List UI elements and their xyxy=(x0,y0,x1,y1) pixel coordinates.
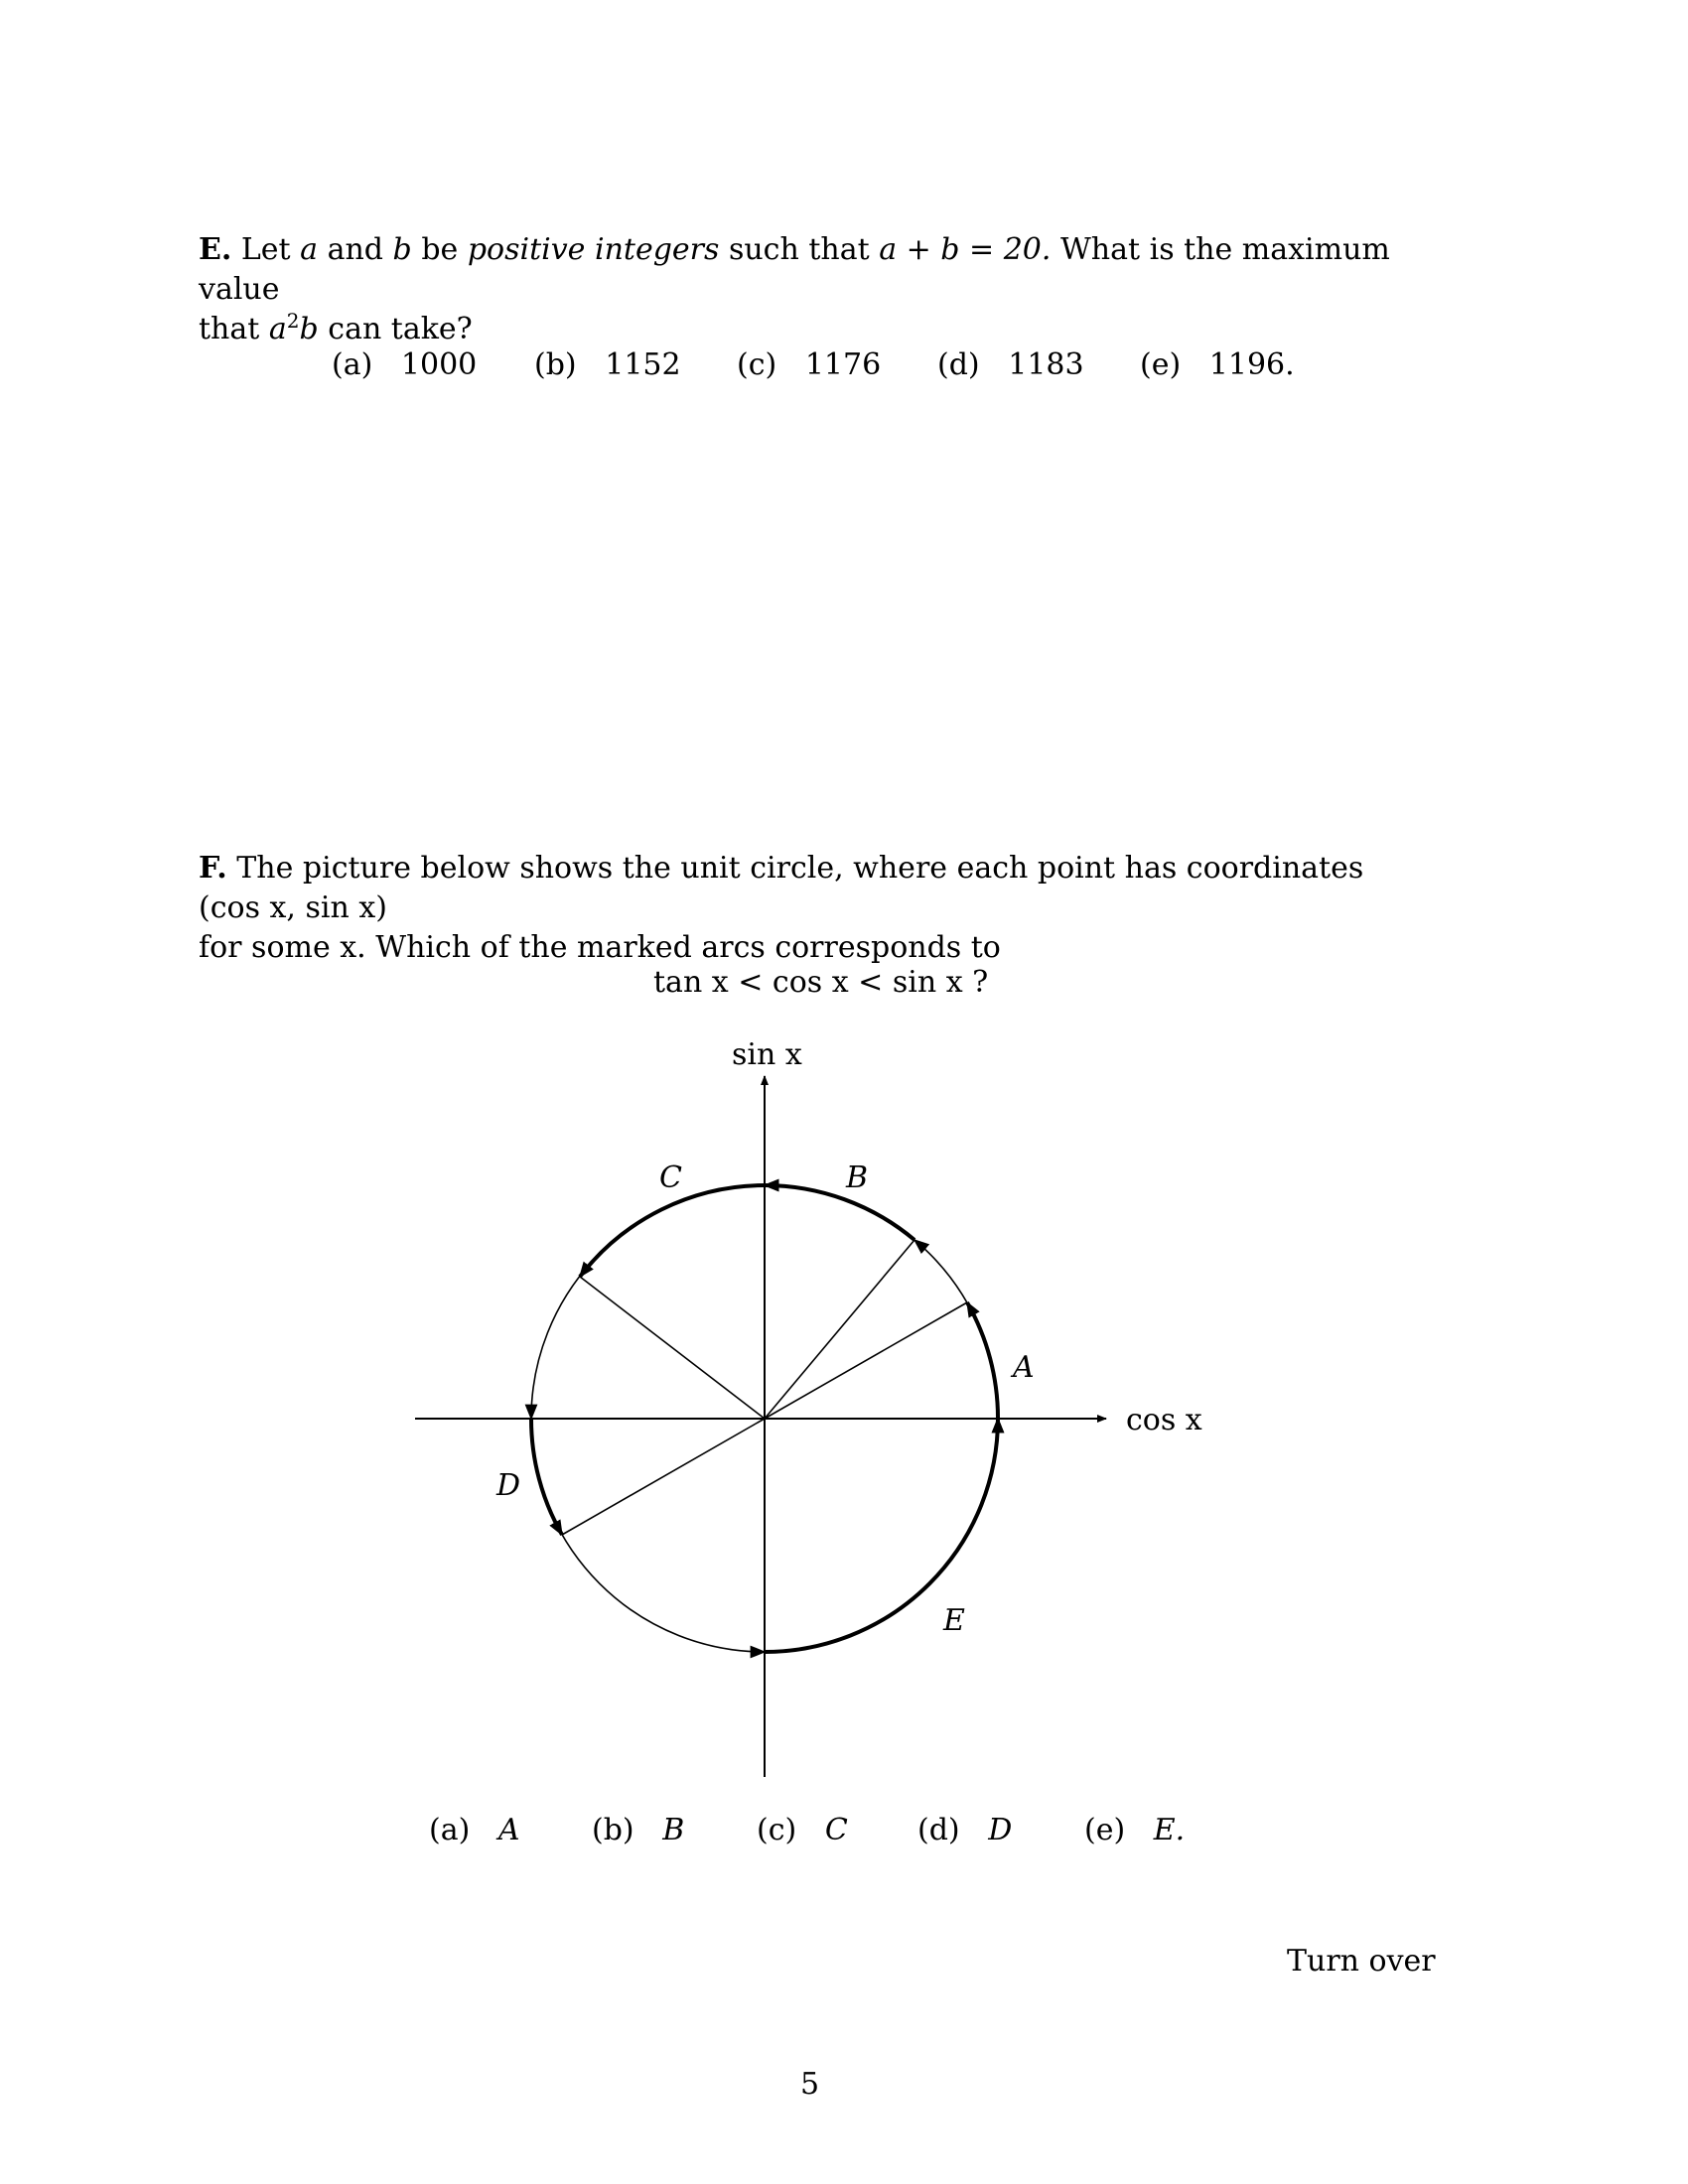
option-letter: (d) xyxy=(937,347,980,382)
text-segment: Let xyxy=(240,232,291,267)
option-f-a xyxy=(429,1813,520,1847)
option-value: 1000 xyxy=(400,347,478,382)
question-f-line-1: The picture below shows the unit circle, where each point has coordinates (cos x, sin x) xyxy=(199,851,1364,925)
text-segment: that xyxy=(199,312,260,346)
option-letter: (e) xyxy=(1084,1813,1126,1847)
option-value: 1183 xyxy=(1008,347,1084,382)
option-value: 1196. xyxy=(1208,347,1295,382)
arc-d xyxy=(531,1419,562,1535)
arc-b xyxy=(765,1185,914,1240)
text-segment: be xyxy=(421,232,459,267)
option-letter: (a) xyxy=(332,347,373,382)
option-letter: (c) xyxy=(757,1813,797,1847)
arc-a xyxy=(967,1302,998,1419)
question-f-line-2: for some x. Which of the marked arcs corresponds to xyxy=(199,930,1001,965)
option-letter: (b) xyxy=(592,1813,634,1847)
option-letter: (e) xyxy=(1140,347,1182,382)
text-segment: can take? xyxy=(328,312,473,346)
expression-exponent: 2 xyxy=(286,309,300,333)
option-value: E. xyxy=(1153,1813,1186,1847)
arc-label-c: C xyxy=(659,1160,682,1195)
text-segment: such that xyxy=(728,232,870,267)
arc-c xyxy=(580,1185,765,1277)
option-value: 1152 xyxy=(605,347,681,382)
option-value: D xyxy=(988,1813,1013,1847)
radial-line xyxy=(580,1277,765,1419)
variable-b: b xyxy=(392,232,412,267)
option-f-d xyxy=(917,1813,1012,1847)
text-segment: What is the maximum value xyxy=(199,232,1390,307)
option-f-e xyxy=(1084,1813,1185,1847)
turn-over-text: Turn over xyxy=(1287,1944,1436,1979)
option-letter: (b) xyxy=(534,347,577,382)
arc-label-a: A xyxy=(1013,1350,1035,1385)
question-e-label: E. xyxy=(199,232,232,267)
expression-base: a xyxy=(268,312,287,346)
question-f-label: F. xyxy=(199,851,227,886)
option-letter: (a) xyxy=(429,1813,471,1847)
arc-label-d: D xyxy=(496,1468,521,1503)
variable-a: a xyxy=(300,232,319,267)
arc-label-e: E xyxy=(943,1603,965,1638)
x-axis-label: cos x xyxy=(1126,1403,1202,1437)
radial-line xyxy=(562,1419,765,1535)
option-letter: (d) xyxy=(917,1813,960,1847)
option-value: B xyxy=(662,1813,685,1847)
option-f-b xyxy=(592,1813,684,1847)
option-f-c xyxy=(757,1813,848,1847)
condition-equation: a + b = 20. xyxy=(879,232,1052,267)
option-value: A xyxy=(497,1813,520,1847)
option-value: 1176 xyxy=(804,347,882,382)
option-value: C xyxy=(824,1813,848,1847)
expression-tail: b xyxy=(299,312,319,346)
page-number: 5 xyxy=(800,2067,820,2102)
inequality: tan x < cos x < sin x ? xyxy=(653,965,989,1000)
radial-line xyxy=(765,1240,914,1419)
arc-label-b: B xyxy=(846,1160,869,1195)
radial-line xyxy=(765,1302,967,1419)
option-letter: (c) xyxy=(737,347,777,382)
text-segment: and xyxy=(327,232,383,267)
y-axis-label: sin x xyxy=(732,1037,802,1072)
emphasis-text: positive integers xyxy=(467,232,720,267)
